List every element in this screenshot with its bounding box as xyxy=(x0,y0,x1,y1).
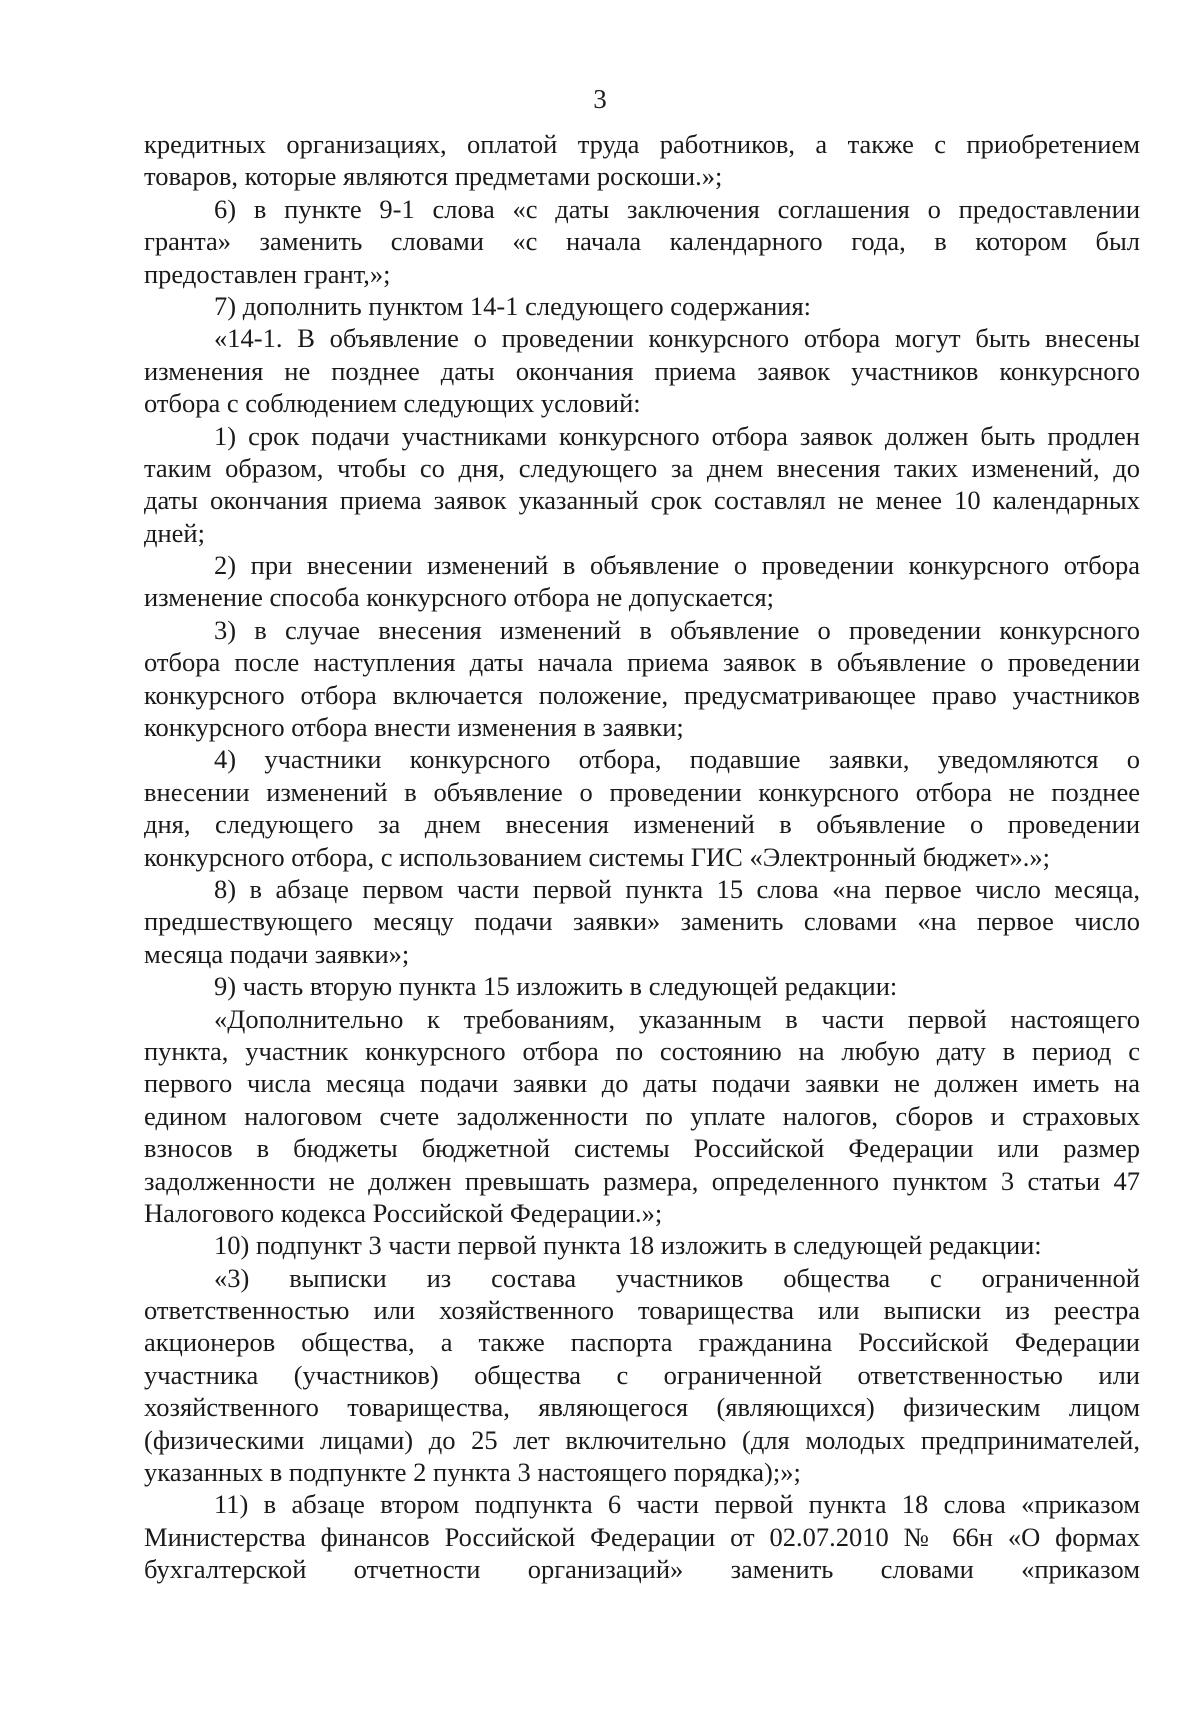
text-line: (физическими лицами) до 25 лет включительно (для молодых предпринимателей, xyxy=(144,1424,1140,1455)
text-line: внесении изменений в объявление о проведении конкурсного отбора не позднее xyxy=(144,776,1140,807)
text-line: конкурсного отбора внести изменения в заявки; xyxy=(144,712,684,743)
text-line: 1) срок подачи участниками конкурсного отбора заявок должен быть продлен xyxy=(214,420,1140,451)
text-line: гранта» заменить словами «с начала календарного года, в котором был xyxy=(144,226,1140,257)
text-line: акционеров общества, а также паспорта гражданина Российской Федерации xyxy=(144,1327,1140,1358)
document-body xyxy=(144,128,1140,1586)
text-line: едином налоговом счете задолженности по уплате налогов, сборов и страховых xyxy=(144,1100,1140,1131)
text-line: дня, следующего за днем внесения изменений в объявление о проведении xyxy=(144,809,1140,840)
text-line: предшествующего месяцу подачи заявки» заменить словами «на первое число xyxy=(144,906,1140,937)
text-line: конкурсного отбора, с использованием системы ГИС «Электронный бюджет».»; xyxy=(144,841,1050,872)
text-line: 4) участники конкурсного отбора, подавшие заявки, уведомляются о xyxy=(214,744,1140,775)
text-line: «14-1. В объявление о проведении конкурсного отбора могут быть внесены xyxy=(214,323,1140,354)
text-line: 8) в абзаце первом части первой пункта 15 слова «на первое число месяца, xyxy=(214,873,1140,904)
text-line: товаров, которые являются предметами роскоши.»; xyxy=(144,161,723,192)
text-line: «3) выписки из состава участников общества с ограниченной xyxy=(214,1262,1140,1293)
text-line: ответственностью или хозяйственного товарищества или выписки из реестра xyxy=(144,1295,1140,1326)
text-line: изменения не позднее даты окончания приема заявок участников конкурсного xyxy=(144,355,1140,386)
text-line: предоставлен грант,»; xyxy=(144,258,391,289)
text-line: 10) подпункт 3 части первой пункта 18 изложить в следующей редакции: xyxy=(214,1230,1042,1261)
text-line: хозяйственного товарищества, являющегося (являющихся) физическим лицом xyxy=(144,1392,1140,1423)
text-line: 3) в случае внесения изменений в объявление о проведении конкурсного xyxy=(214,614,1140,645)
text-line: 9) часть вторую пункта 15 изложить в следующей редакции: xyxy=(214,971,898,1002)
text-line: месяца подачи заявки»; xyxy=(144,938,410,969)
page-number: 3 xyxy=(593,84,607,114)
text-line: дней; xyxy=(144,517,205,548)
text-line: пункта, участник конкурсного отбора по состоянию на любую дату в период с xyxy=(144,1035,1140,1066)
text-line: задолженности не должен превышать размера, определенного пунктом 3 статьи 47 xyxy=(144,1165,1140,1196)
text-line: кредитных организациях, оплатой труда работников, а также с приобретением xyxy=(144,129,1140,159)
text-line: 7) дополнить пунктом 14-1 следующего содержания: xyxy=(214,290,812,321)
text-line: первого числа месяца подачи заявки до даты подачи заявки не должен иметь на xyxy=(144,1068,1140,1099)
text-line: 6) в пункте 9-1 слова «с даты заключения соглашения о предоставлении xyxy=(214,193,1140,224)
text-line: взносов в бюджеты бюджетной системы Российской Федерации или размер xyxy=(144,1133,1140,1164)
text-line: 2) при внесении изменений в объявление о проведении конкурсного отбора xyxy=(214,550,1140,581)
text-line: отбора с соблюдением следующих условий: xyxy=(144,388,641,419)
text-line: 11) в абзаце втором подпункта 6 части первой пункта 18 слова «приказом xyxy=(214,1489,1140,1520)
text-line: участника (участников) общества с ограниченной ответственностью или xyxy=(144,1359,1140,1390)
text-line: даты окончания приема заявок указанный срок составлял не менее 10 календарных xyxy=(144,485,1140,516)
text-line: Налогового кодекса Российской Федерации.»; xyxy=(144,1197,663,1228)
text-line: Министерства финансов Российской Федерации от 02.07.2010 № 66н «О формах xyxy=(144,1521,1140,1552)
text-line: конкурсного отбора включается положение, предусматривающее право участников xyxy=(144,679,1140,710)
text-line: «Дополнительно к требованиям, указанным в части первой настоящего xyxy=(214,1003,1140,1034)
text-line: таким образом, чтобы со дня, следующего за днем внесения таких изменений, до xyxy=(144,452,1140,483)
text-line: бухгалтерской отчетности организаций» заменить словами «приказом xyxy=(144,1554,1140,1585)
text-line: изменение способа конкурсного отбора не допускается; xyxy=(144,582,775,613)
text-line: отбора после наступления даты начала приема заявок в объявление о проведении xyxy=(144,647,1140,678)
text-line: указанных в подпункте 2 пункта 3 настоящего порядка);»; xyxy=(144,1457,801,1488)
